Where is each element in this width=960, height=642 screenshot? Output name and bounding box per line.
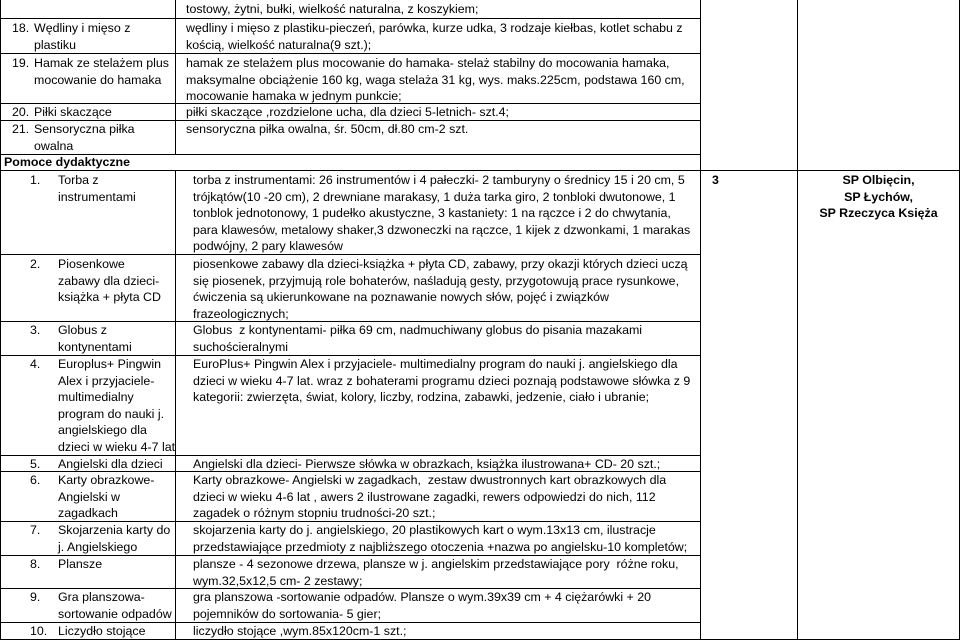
row-20-name: Piłki skaczące (34, 105, 112, 119)
item-6-number: 6. (30, 473, 41, 487)
column-divider (797, 0, 798, 640)
item-1-desc: torba z instrumentami: 26 instrumentów i 4 pałeczki- 2 tamburyny o średnicy 15 i 20 cm, 5 trójkątów(10 -20 cm), 2 drewniane marakasy, 1 duża tarka giro, 2 tonbloki dwutonowe, 1 tonblok jednotonowy, 1 pudełko akustyczne, 3 kastaniety: 1 na rączce i 2 do chwytania, para klawesów, metalowy shaker,3 dzwoneczki na rączce, 1 kijek z dzwonkami, 1 marakas podwójny, 2 pary klawesów (193, 173, 694, 254)
row-divider (0, 170, 960, 171)
item-7-number: 7. (30, 523, 41, 537)
item-5-name: Angielski dla dzieci (58, 457, 163, 471)
item-4-number: 4. (30, 357, 41, 371)
item-2-number: 2. (30, 257, 41, 271)
row-18-name: Wędliny i mięso z plastiku (34, 21, 134, 52)
row-18-desc-top: tostowy, żytni, bułki, wielkość naturalna, z koszykiem; (186, 2, 479, 16)
item-9-desc: gra planszowa -sortowanie odpadów. Plansze o wym.39x39 cm + 4 ciężarówki + 20 pojemników do sortowania- 5 gier; (193, 590, 655, 621)
item-1-name: Torba z instrumentami (58, 173, 136, 204)
item-2-desc: piosenkowe zabawy dla dzieci-książka + płyta CD, zabawy, przy okazji których dzieci uczą się piosenek, przyjmują role bohaterów, naśladują gesty, przygotowują prace rysunkowe, ćwiczenia są ukierunkowane na poznawanie nowych słów, pojęć i związków frazeologicznych; (193, 257, 692, 321)
item-4-name: Europlus+ Pingwin Alex i przyjaciele- multimedialny program do nauki j. angielskiego dla dzieci w wieku 4-7 lat (58, 357, 176, 454)
item-2-name: Piosenkowe zabawy dla dzieci-książka + płyta CD (58, 257, 161, 305)
row-20-desc: piłki skaczące ,rozdzielone ucha, dla dzieci 5-letnich- szt.4; (186, 105, 509, 119)
row-19-name: Hamak ze stelażem plus mocowanie do hamaka (34, 56, 173, 87)
item-6-desc: Karty obrazkowe- Angielski w zagadkach, zestaw dwustronnych kart obrazkowych dla dzieci w wieku 4-6 lat , awers 2 ilustrowane zagadki, rewers odpowiedzi do nich, 112 zagadek o różnym stopniu trudności-20 szt.; (193, 473, 670, 521)
quantity: 3 (712, 173, 719, 187)
item-7-name: Skojarzenia karty do j. Angielskiego (58, 523, 174, 554)
section-title: Pomoce dydaktyczne (4, 155, 131, 169)
item-3-number: 3. (30, 323, 41, 337)
item-1-number: 1. (30, 173, 41, 187)
row-21-number: 21. (12, 122, 30, 136)
row-18-desc: wędliny i mięso z plastiku-pieczeń, parówka, kurze udka, 3 rodzaje kiełbas, kotlet schabu z kością, wielkość naturalna(9 szt.); (186, 21, 687, 52)
row-21-desc: sensoryczna piłka owalna, śr. 50cm, dł.80 cm-2 szt. (186, 122, 469, 136)
row-21-name: Sensoryczna piłka owalna (34, 122, 139, 153)
item-9-name: Gra planszowa- sortowanie odpadów (58, 590, 172, 621)
row-divider (0, 18, 700, 19)
item-5-desc: Angielski dla dzieci- Pierwsze słówka w obrazkach, książka ilustrowana+ CD- 20 szt.; (193, 457, 661, 471)
item-9-number: 9. (30, 590, 41, 604)
item-10-name: Liczydło stojące (58, 624, 146, 638)
item-7-desc: skojarzenia karty do j. angielskiego, 20 plastikowych kart o wym.13x13 cm, ilustracje przedstawiające przedmioty z najbliższego otoczenia +nazwa po angielsku-10 kompletów; (193, 523, 688, 554)
item-4-desc: EuroPlus+ Pingwin Alex i przyjaciele- multimedialny program do nauki j. angielskiego dla dzieci w wieku 4-7 lat. wraz z bohaterami programu dzieci poznają podstawowe słówka z 9 kategorii: zwierzęta, świat, kolory, liczby, rodzina, zabawki, jedzenie, ciało i ubranie; (193, 357, 694, 405)
item-10-number: 10. (30, 624, 48, 638)
column-divider (0, 0, 1, 640)
item-3-name: Globus z kontynentami (58, 323, 132, 354)
item-6-name: Karty obrazkowe- Angielski w zagadkach (58, 473, 158, 521)
row-19-desc: hamak ze stelażem plus mocowanie do hamaka- stelaż stabilny do mocowania hamaka, maksymalne obciążenie 160 kg, waga stelaża 31 kg, wys. maks.225cm, podstawa 160 cm, mocowanie hamaka w jednym punkcie; (186, 56, 689, 104)
school-list: SP Olbięcin, SP Łychów, SP Rzeczyca Księża (819, 173, 938, 221)
row-19-number: 19. (12, 56, 30, 70)
item-5-number: 5. (30, 457, 41, 471)
column-divider (175, 0, 176, 154)
column-divider (700, 0, 701, 640)
item-8-name: Plansze (58, 557, 103, 571)
row-20-number: 20. (12, 105, 30, 119)
item-8-number: 8. (30, 557, 41, 571)
item-3-desc: Globus z kontynentami- piłka 69 cm, nadmuchiwany globus do pisania mazakami suchościeralnymi (193, 323, 646, 354)
item-8-desc: plansze - 4 sezonowe drzewa, plansze w j. angielskim przedstawiające pory różne roku, wym.32,5x12,5 cm- 2 zestawy; (193, 557, 682, 588)
row-18-number: 18. (12, 21, 30, 35)
item-10-desc: liczydło stojące ,wym.85x120cm-1 szt.; (193, 624, 407, 638)
